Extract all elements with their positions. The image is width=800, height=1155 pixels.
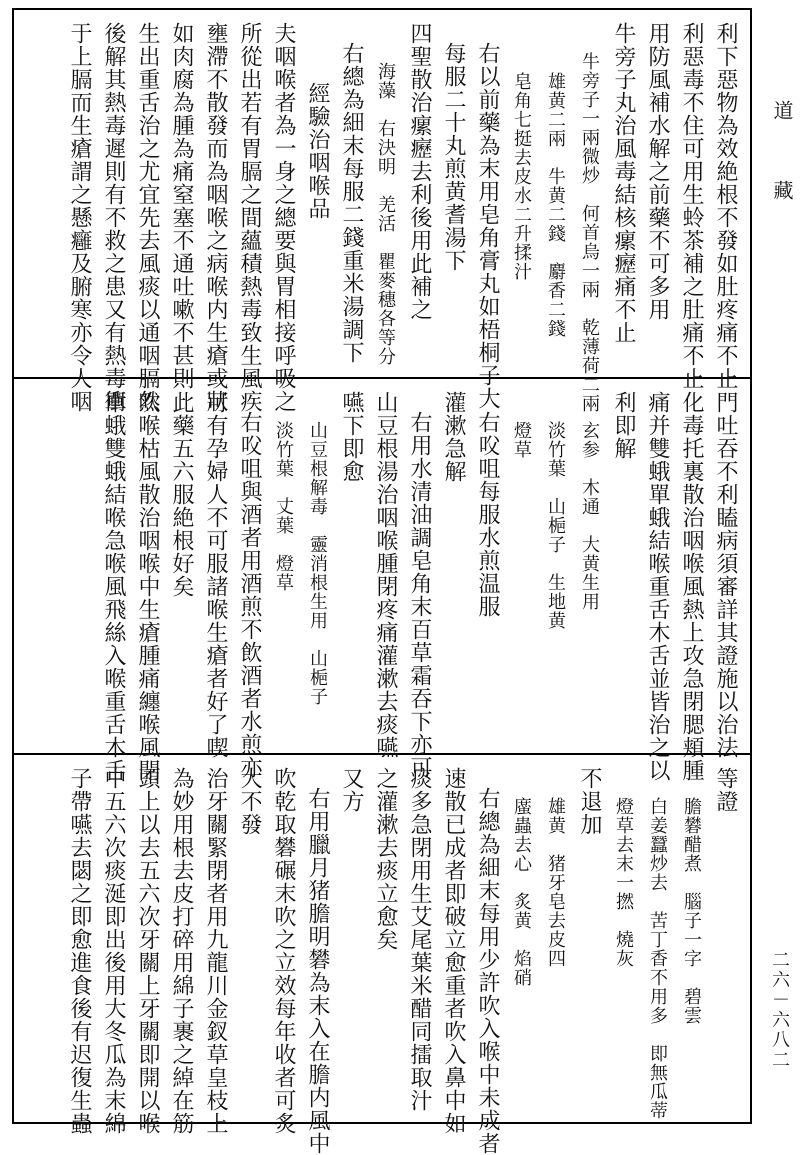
text-column: 右㕮咀每服水煎温服 bbox=[475, 411, 500, 618]
text-column: 海藻 右決明 羌活 瞿麥穗各等分 bbox=[375, 62, 396, 366]
text-column: 每服二十丸煎黄耆湯下 bbox=[441, 42, 466, 272]
text-column: 大不發 bbox=[237, 767, 262, 836]
text-column: 治牙關緊閉者用九龍川金釵草皇枝上 bbox=[203, 767, 228, 1135]
text-column: 右以前藥為末用皂角膏丸如梧桐子大 bbox=[475, 42, 500, 410]
text-column: 右用水清油調皂角末百草霜吞下亦可 bbox=[407, 411, 432, 779]
text-column: 牛旁子丸治風毒結核瘰癧痛不止 bbox=[611, 22, 636, 344]
text-column: 速散已成者即破立愈重者吹入鼻中如 bbox=[441, 767, 466, 1135]
panel-middle bbox=[12, 381, 752, 782]
text-column: 生出重舌治之尤宜先去風痰以通咽膈然 bbox=[135, 22, 160, 413]
text-column: 灌漱急解 bbox=[441, 391, 466, 483]
text-column: 又方 bbox=[339, 767, 364, 813]
text-column: 吹喉枯風散治咽喉中生瘡腫痛纏喉風閉 bbox=[135, 391, 160, 782]
text-column: 利惡毒不住可用生蛉茶補之肚痛不止 bbox=[679, 22, 704, 390]
text-column: 䗪蟲去心 炙黄 焰硝 bbox=[511, 797, 532, 987]
text-column: 右總為細末每用少許吹入喉中未成者 bbox=[475, 787, 500, 1155]
text-column: 可有孕婦人不可服諸喉生瘡者好了喫 bbox=[203, 391, 228, 759]
text-column: 淡竹葉 山梔子 生地黄 bbox=[545, 421, 566, 630]
text-column: 不退加 bbox=[577, 767, 602, 836]
text-column: 皂角七挺去皮水二升揉汁 bbox=[511, 72, 532, 281]
text-column: 利下惡物為效絶根不發如肚疼痛不止 bbox=[713, 22, 738, 390]
text-column: 山豆根解毒 靈消根生用 山梔子 bbox=[307, 421, 328, 706]
margin-label-top: 道 bbox=[770, 100, 794, 126]
text-column: 四聖散治瘰癧去利後用此補之 bbox=[407, 22, 432, 321]
text-column: 後解其熱毒遲則有不救之患又有熱毒衝 bbox=[101, 22, 126, 413]
text-column: 吹乾取礬碾末吹之立效每年收者可炙 bbox=[271, 767, 296, 1135]
text-column: 如肉腐為腫為痛窒塞不通吐嗽不甚則 bbox=[169, 22, 194, 390]
page-number: 二六－六八二 bbox=[769, 950, 790, 1070]
text-column: 經驗治咽喉品 bbox=[305, 82, 330, 220]
margin-label-mid: 藏 bbox=[770, 180, 794, 206]
text-column: 膽礬醋煮 腦子一字 碧雲 bbox=[681, 797, 702, 1025]
text-column: 右㕮咀與酒者用酒煎不飲酒者水煎亦 bbox=[237, 411, 262, 779]
text-column: 化毒托裏散治咽喉風熱上攻急閉腮頬腫 bbox=[679, 391, 704, 782]
text-column: 夫咽喉者為一身之總要與胃相接呼吸之 bbox=[271, 22, 296, 413]
text-column: 用防風補水解之前藥不可多用 bbox=[645, 22, 670, 321]
text-column: 燈草去末一撚 燒灰 bbox=[613, 797, 634, 968]
text-column: 中五六次痰涎即出後用大冬瓜為末綿 bbox=[101, 767, 126, 1135]
text-column: 山豆根湯治咽喉腫閉疼痛灌漱去痰嚥 bbox=[373, 391, 398, 759]
text-column: 右用臘月猪膽明礬為末入在膽内風中 bbox=[305, 787, 330, 1155]
panel-bottom bbox=[12, 757, 752, 1155]
text-column: 子帶嚥去閟之即愈進食後有迟復生蟲 bbox=[67, 767, 92, 1135]
text-column: 雄黄 猪牙皂去皮四 bbox=[545, 797, 566, 968]
text-column: 白姜蠶炒去 苦丁香不用多 即無瓜蒂 bbox=[647, 797, 668, 1120]
text-column: 燈草 bbox=[511, 421, 532, 459]
text-column: 痰多急閉用生艾尾葉米醋同擂取汁 bbox=[407, 767, 432, 1112]
text-column: 利即解 bbox=[611, 391, 636, 460]
text-column: 嚥下即愈 bbox=[339, 391, 364, 483]
text-column: 之灌漱去痰立愈矣 bbox=[373, 767, 398, 951]
text-column: 等證 bbox=[713, 767, 738, 813]
text-column: 痛并雙蛾單蛾結喉重舌木舌並皆治之以 bbox=[645, 391, 670, 782]
text-column: 頭上以去五六次牙關上牙關即開以喉 bbox=[135, 767, 160, 1135]
text-column: 玄参 木通 大黄生用 bbox=[579, 421, 600, 611]
text-column: 于上膈而生瘡謂之懸癰及腑寒亦令人咽 bbox=[67, 22, 92, 413]
text-column: 右總為細末每服二錢重米湯調下 bbox=[339, 42, 364, 364]
text-column: 淡竹葉 丈葉 燈草 bbox=[273, 421, 294, 592]
text-column: 為妙用根去皮打碎用綿子裹之綽在筋 bbox=[169, 767, 194, 1135]
text-column: 所從出若有胃膈之間蘊積熱毒致生風疾 bbox=[237, 22, 262, 413]
text-column: 雄黄二兩 牛黄二錢 麝香二錢 bbox=[545, 72, 566, 338]
text-column: 門吐吞不利瞌病須審詳其證施以治法 bbox=[713, 391, 738, 759]
text-column: 此藥五六服絶根好矣 bbox=[169, 391, 194, 598]
text-column: 牛旁子一兩微炒 何首烏一兩 乾薄荷二兩 bbox=[579, 52, 600, 413]
panel-top bbox=[12, 12, 752, 413]
text-column: 壅滯不散發而為咽喉之病喉内生瘡或狀 bbox=[203, 22, 228, 413]
text-column: 單蛾雙蛾結喉急喉風飛絲入喉重舌木舌 bbox=[101, 391, 126, 782]
